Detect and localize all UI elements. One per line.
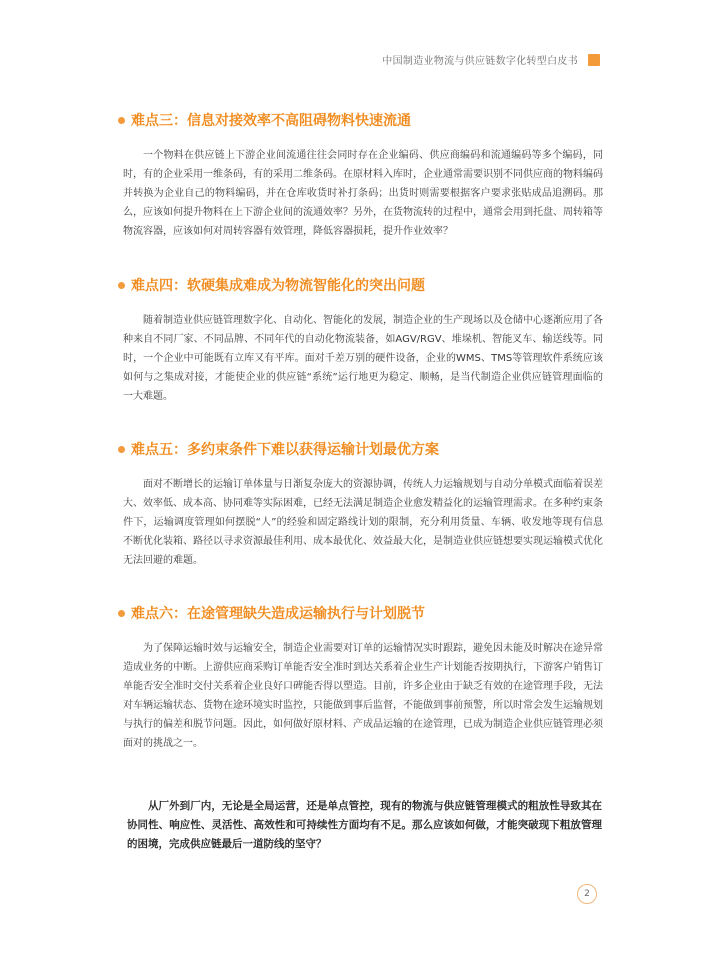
section-difficulty-3	[118, 110, 608, 241]
section-heading	[118, 275, 608, 295]
running-header	[382, 52, 600, 67]
page-number: 2	[577, 884, 597, 904]
section-heading	[118, 603, 608, 623]
bullet-dot-icon	[118, 446, 125, 453]
section-paragraph: 一个物料在供应链上下游企业间流通往往会同时存在企业编码、供应商编码和流通编码等多个编码，同时，有的企业采用一维条码，有的采用二维条码。在原材料入库时，企业通常需要识别不同供应商的物料编码并转换为企业自己的物料编码，并在仓库收货时补打条码；出货时则需要根据客户要求张贴成品追溯码。那么，应该如何提升物料在上下游企业间的流通效率？另外，在货物流转的过程中，通常会用到托盘、周转箱等物流容器，应该如何对周转容器有效管理，降低容器损耗，提升作业效率？	[123, 150, 603, 237]
bullet-dot-icon	[118, 117, 125, 124]
bullet-dot-icon	[118, 282, 125, 289]
section-heading-text: 难点四：软硬集成难成为物流智能化的突出问题	[131, 278, 425, 294]
section-heading	[118, 110, 608, 130]
section-difficulty-5	[118, 439, 608, 570]
section-heading-text: 难点三：信息对接效率不高阻碍物料快速流通	[131, 113, 411, 129]
section-difficulty-4	[118, 275, 608, 406]
section-paragraph: 面对不断增长的运输订单体量与日渐复杂庞大的资源协调，传统人力运输规划与自动分单模式面临着误差大、效率低、成本高、协同难等实际困难，已经无法满足制造企业愈发精益化的运输管理需求。在多种约束条件下，运输调度管理如何摆脱“人”的经验和固定路线计划的限制，充分利用货量、车辆、收发地等现有信息不断优化装箱、路径以寻求资源最佳利用、成本最优化、效益最大化，是制造业供应链想要实现运输模式优化无法回避的难题。	[123, 479, 603, 566]
section-heading	[118, 439, 608, 459]
summary-paragraph: 从厂外到厂内，无论是全局运营，还是单点管控，现有的物流与供应链管理模式的粗放性导致其在协同性、响应性、灵活性、高效性和可持续性方面均有不足。那么应该如何做，才能突破现下粗放管理的困境，完成供应链最后一道防线的坚守？	[127, 800, 602, 850]
bullet-dot-icon	[118, 610, 125, 617]
section-heading-text: 难点五：多约束条件下难以获得运输计划最优方案	[131, 442, 439, 458]
section-paragraph: 随着制造业供应链管理数字化、自动化、智能化的发展，制造企业的生产现场以及仓储中心逐渐应用了各种来自不同厂家、不同品牌、不同年代的自动化物流装备，如AGV/RGV、堆垛机、智能叉车、输送线等。同时，一个企业中可能既有立库又有平库。面对千差万别的硬件设备，企业的WMS、TMS等管理软件系统应该如何与之集成对接，才能使企业的供应链“系统”运行地更为稳定、顺畅，是当代制造企业供应链管理面临的一大难题。	[123, 315, 603, 402]
header-accent-square	[588, 54, 600, 66]
document-title: 中国制造业物流与供应链数字化转型白皮书	[382, 56, 578, 67]
section-paragraph: 为了保障运输时效与运输安全，制造企业需要对订单的运输情况实时跟踪，避免因未能及时解决在途异常造成业务的中断。上游供应商采购订单能否安全准时到达关系着企业生产计划能否按期执行，下游客户销售订单能否安全准时交付关系着企业良好口碑能否得以塑造。目前，许多企业由于缺乏有效的在途管理手段，无法对车辆运输状态、货物在途环境实时监控，只能做到事后监督，不能做到事前预警，所以时常会发生运输规划与执行的偏差和脱节问题。因此，如何做好原材料、产成品运输的在途管理，已成为制造企业供应链管理必须面对的挑战之一。	[123, 643, 603, 749]
section-heading-text: 难点六：在途管理缺失造成运输执行与计划脱节	[131, 606, 425, 622]
section-difficulty-6	[118, 603, 608, 753]
